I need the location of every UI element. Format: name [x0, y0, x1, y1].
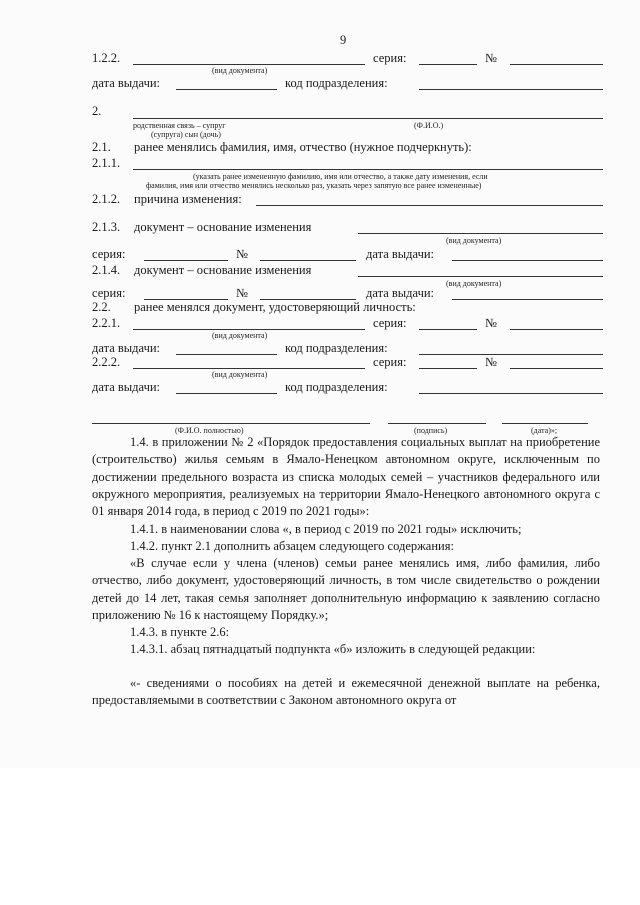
number-line[interactable] [510, 368, 603, 369]
item-2-number: 2. [92, 104, 102, 118]
issue-date-line[interactable] [452, 299, 603, 300]
item-2-1-1-number: 2.1.1. [92, 156, 121, 170]
number-label: № [236, 286, 248, 300]
item-2-1-number: 2.1. [92, 140, 111, 154]
item-2-2-number: 2.2. [92, 300, 111, 314]
series-label: серия: [373, 355, 407, 369]
number-line[interactable] [510, 64, 603, 65]
paragraph-1-4-3-1: 1.4.3.1. абзац пятнадцатый подпункта «б» изложить в следующей редакции: [130, 642, 536, 656]
number-label: № [236, 247, 248, 261]
item-2-1-3-number: 2.1.3. [92, 220, 121, 234]
change-reason-line[interactable] [256, 205, 603, 206]
page-number: 9 [340, 33, 347, 47]
relation-caption-2: (супруга) сын (дочь) [151, 130, 221, 139]
doc-type-caption: (вид документа) [212, 370, 268, 379]
basis-doc-label: документ – основание изменения [134, 220, 312, 234]
basis-doc-line-2[interactable] [358, 276, 603, 277]
issue-date-label: дата выдачи: [92, 341, 161, 355]
issue-date-line[interactable] [176, 89, 277, 90]
doc-type-caption: (вид документа) [212, 331, 268, 340]
paragraph-quote: «В случае если у члена (членов) семьи ранее менялись имя, либо фамилия, либо отчество, либо документ, удостоверяющий личность, в том числе свидетельство о рождении детей до 14 лет, такая семья заполняет дополнительную информацию к заявлению согласно приложению № 16 к настоящему Порядку.»; [92, 556, 600, 622]
basis-doc-line[interactable] [358, 233, 603, 234]
relative-line[interactable] [133, 118, 603, 119]
paragraph-1-4-2: 1.4.2. пункт 2.1 дополнить абзацем следующего содержания: [130, 539, 454, 553]
doc-type-line[interactable] [133, 64, 365, 65]
issue-date-label: дата выдачи: [92, 76, 161, 90]
item-2-1-4-number: 2.1.4. [92, 263, 121, 277]
signature-date-caption: (дата)»; [531, 426, 558, 435]
number-line[interactable] [260, 260, 356, 261]
item-2-2-2-number: 2.2.2. [92, 355, 121, 369]
dept-code-line[interactable] [419, 89, 603, 90]
paragraph-1-4-1: 1.4.1. в наименовании слова «, в период с 2019 по 2021 годы» исключить; [130, 522, 522, 536]
series-line[interactable] [419, 368, 477, 369]
issue-date-label: дата выдачи: [92, 380, 161, 394]
item-2-2-1-number: 2.2.1. [92, 316, 121, 330]
basis-doc-caption: (вид документа) [446, 236, 502, 245]
series-line[interactable] [419, 329, 477, 330]
paragraph-benefits: «- сведениями о пособиях на детей и ежемесячной денежной выплате на ребенка, предоставляемыми в соответствии с Законом автономного округа от [92, 676, 600, 708]
issue-date-label: дата выдачи: [366, 286, 435, 300]
signature-date-line[interactable] [502, 423, 588, 424]
series-label: серия: [92, 286, 126, 300]
issue-date-line[interactable] [176, 354, 277, 355]
item-2-1-text: ранее менялись фамилия, имя, отчество (нужное подчеркнуть): [134, 140, 472, 154]
signature-line[interactable] [388, 423, 486, 424]
doc-type-line[interactable] [133, 368, 365, 369]
dept-code-label: код подразделения: [285, 380, 388, 394]
number-label: № [485, 316, 497, 330]
signature-caption: (подпись) [414, 426, 448, 435]
dept-code-line[interactable] [419, 354, 603, 355]
paragraph-1-4-3: 1.4.3. в пункте 2.6: [130, 625, 230, 639]
fio-caption: (Ф.И.О.) [414, 121, 444, 130]
number-label: № [485, 355, 497, 369]
dept-code-label: код подразделения: [285, 341, 388, 355]
item-1-2-2-number: 1.2.2. [92, 51, 121, 65]
series-label: серия: [92, 247, 126, 261]
series-label: серия: [373, 51, 407, 65]
doc-type-caption: (вид документа) [212, 66, 268, 75]
signature-fio-caption: (Ф.И.О. полностью) [175, 426, 244, 435]
basis-doc-caption-2: (вид документа) [446, 279, 502, 288]
paragraph-1-4: 1.4. в приложении № 2 «Порядок предоставления социальных выплат на приобретение (строительство) жилья семьям в Ямало-Ненецком автономном округе, исключенным по достижении предельного возраста из списка молодых семей – участников федерального или окружного мероприятия, реализуемых на территории Ямало-Ненецкого автономного округа с 01 января 2014 года, в период с 2019 по 2021 годы»: [92, 435, 600, 519]
number-label: № [485, 51, 497, 65]
name-change-note-2: фамилия, имя или отчество менялись несколько раз, указать через запятую все ранее измененные) [146, 181, 482, 190]
dept-code-label: код подразделения: [285, 76, 388, 90]
signature-fio-line[interactable] [92, 423, 370, 424]
series-label: серия: [373, 316, 407, 330]
change-reason-label: причина изменения: [134, 192, 242, 206]
doc-type-line[interactable] [133, 329, 365, 330]
item-2-2-text: ранее менялся документ, удостоверяющий личность: [134, 300, 416, 314]
name-change-note-1: (указать ранее измененную фамилию, имя или отчество, а также дату изменения, если [193, 172, 488, 181]
number-line[interactable] [510, 329, 603, 330]
name-change-line[interactable] [133, 169, 603, 170]
dept-code-line[interactable] [419, 393, 603, 394]
series-line[interactable] [144, 260, 228, 261]
series-line[interactable] [419, 64, 477, 65]
issue-date-label: дата выдачи: [366, 247, 435, 261]
basis-doc-label-2: документ – основание изменения [134, 263, 312, 277]
issue-date-line[interactable] [176, 393, 277, 394]
item-2-1-2-number: 2.1.2. [92, 192, 121, 206]
relation-caption: родственная связь – супруг [133, 121, 226, 130]
issue-date-line[interactable] [452, 260, 603, 261]
